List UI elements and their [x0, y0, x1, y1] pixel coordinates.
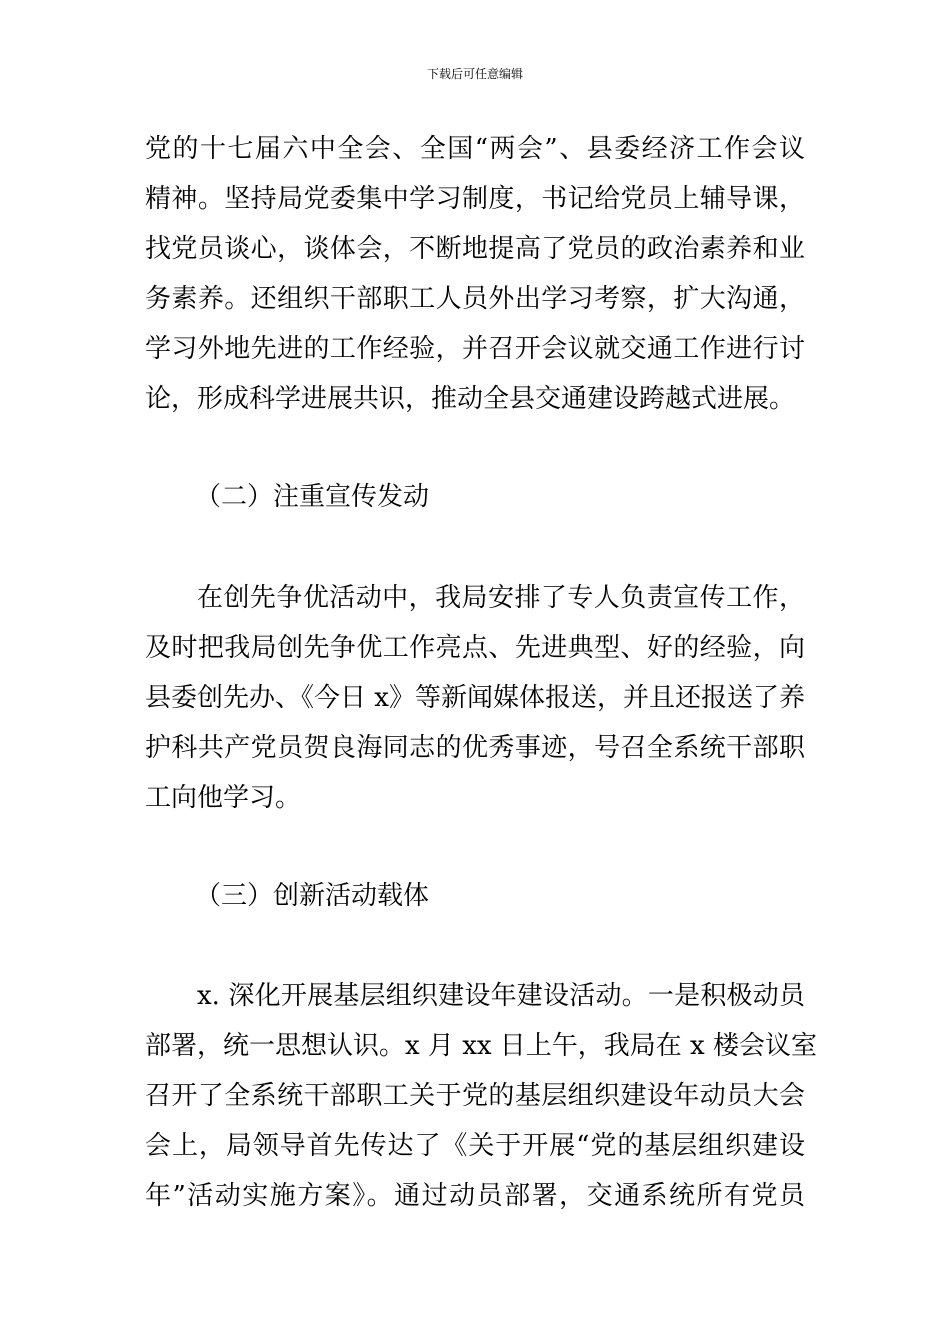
page-header-note: 下载后可任意编辑 [426, 67, 523, 81]
paragraph-publicity [145, 573, 805, 823]
text-line: 党的十七届六中全会、全国“两会”、县委经济工作会议 [145, 134, 805, 164]
text-line: 召开了全系统干部职工关于党的基层组织建设年动员大会 [145, 1081, 805, 1111]
text-line: x. 深化开展基层组织建设年建设活动。一是积极动员 [197, 981, 805, 1011]
text-line: 论，形成科学进展共识，推动全县交通建设跨越式进展。 [145, 384, 796, 414]
paragraph-study [145, 124, 805, 424]
text-line: 及时把我局创先争优工作亮点、先进典型、好的经验，向 [145, 633, 805, 663]
text-line: 护科共产党员贺良海同志的优秀事迹，号召全系统干部职 [145, 733, 805, 763]
text-line: 部署，统一思想认识。x 月 xx 日上午，我局在 x 楼会议室 [145, 1031, 817, 1061]
section-heading-innovation: （三）创新活动载体 [195, 881, 430, 911]
text-line: 会上，局领导首先传达了《关于开展“党的基层组织建设 [145, 1131, 805, 1161]
text-line: 精神。坚持局党委集中学习制度，书记给党员上辅导课， [145, 184, 805, 214]
text-line: 务素养。还组织干部职工人员外出学习考察，扩大沟通， [145, 284, 805, 314]
section-heading-publicity: （二）注重宣传发动 [195, 482, 430, 512]
text-line: 工向他学习。 [145, 783, 302, 813]
text-line: 在创先争优活动中，我局安排了专人负责宣传工作， [197, 583, 805, 613]
text-line: 学习外地先进的工作经验，并召开会议就交通工作进行讨 [145, 334, 805, 364]
text-line: 年”活动实施方案》。通过动员部署，交通系统所有党员 [145, 1181, 805, 1211]
paragraph-grassroots [145, 971, 817, 1221]
text-line: 县委创先办、《今日 x》等新闻媒体报送，并且还报送了养 [145, 683, 805, 713]
text-line: 找党员谈心，谈体会，不断地提高了党员的政治素养和业 [145, 234, 805, 264]
